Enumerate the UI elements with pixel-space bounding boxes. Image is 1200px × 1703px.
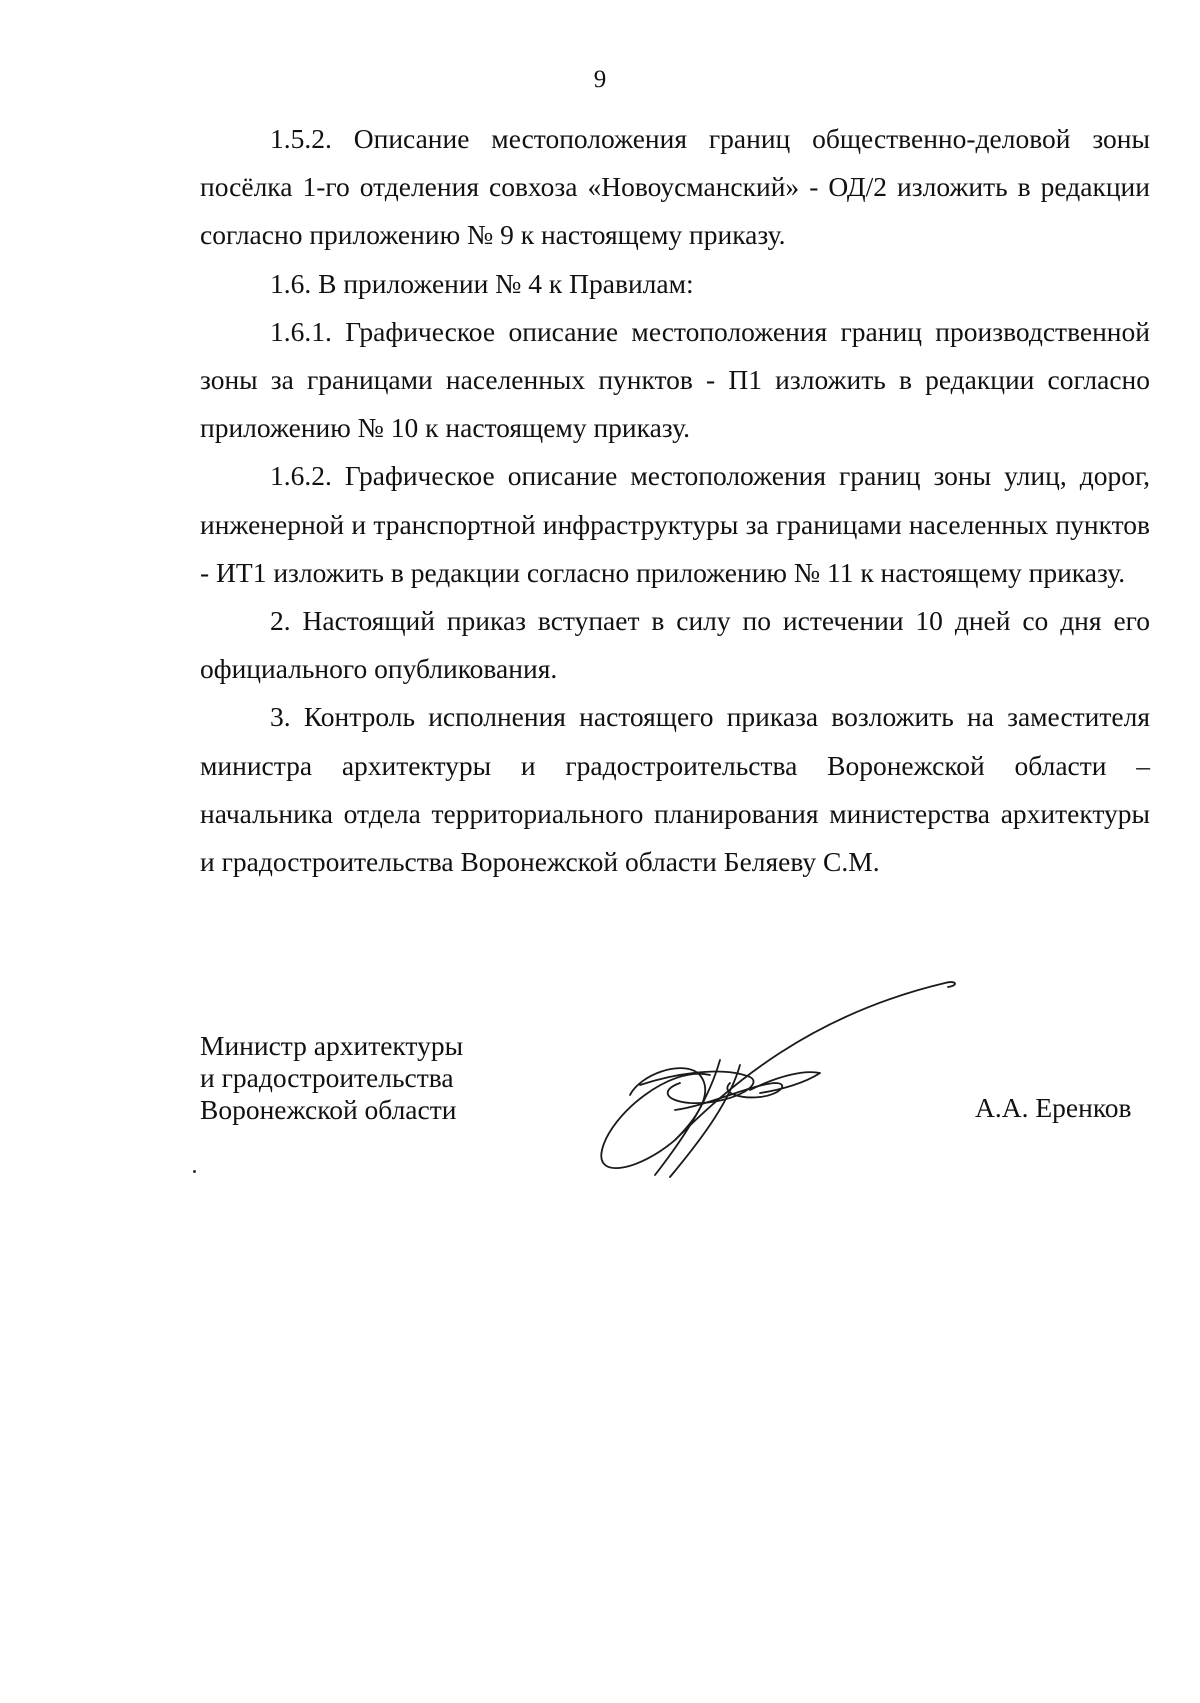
signatory-position-line: Воронежской области <box>200 1094 457 1125</box>
page-number: 9 <box>593 66 607 93</box>
signatory-position-line: и градостроительства <box>200 1062 454 1093</box>
paragraph-3: 3. Контроль исполнения настоящего приказа возложить на заместителя министра архитектуры и градостроительства Воронежской области – начальника отдела территориального планирования министерства архитектуры и градостроительства Воронежской области Беляеву С.М. <box>200 701 1150 878</box>
paragraph-2: 2. Настоящий приказ вступает в силу по истечении 10 дней со дня его официального опубликования. <box>200 605 1150 685</box>
signer-name: А.А. Еренков <box>975 1092 1132 1123</box>
paragraph-1-6-2: 1.6.2. Графическое описание местоположения границ зоны улиц, дорог, инженерной и транспортной инфраструктуры за границами населенных пунктов - ИТ1 изложить в редакции согласно приложению № 11 к настоящему приказу. <box>200 460 1150 588</box>
handwritten-signature <box>580 965 960 1190</box>
paragraph-1-6-1: 1.6.1. Графическое описание местоположения границ производственной зоны за границами населенных пунктов - П1 изложить в редакции согласно приложению № 10 к настоящему приказу. <box>200 315 1150 444</box>
signatory-position <box>200 1030 463 1126</box>
paragraph-1-6: 1.6. В приложении № 4 к Правилам: <box>270 267 694 299</box>
paragraph-1-5-2: 1.5.2. Описание местоположения границ общественно-деловой зоны посёлка 1-го отделения совхоза «Новоусманский» - ОД/2 изложить в редакции согласно приложению № 9 к настоящему приказу. <box>200 123 1150 251</box>
document-body <box>200 115 1150 886</box>
scan-speck <box>193 1170 196 1173</box>
signatory-position-line: Министр архитектуры <box>200 1030 464 1061</box>
